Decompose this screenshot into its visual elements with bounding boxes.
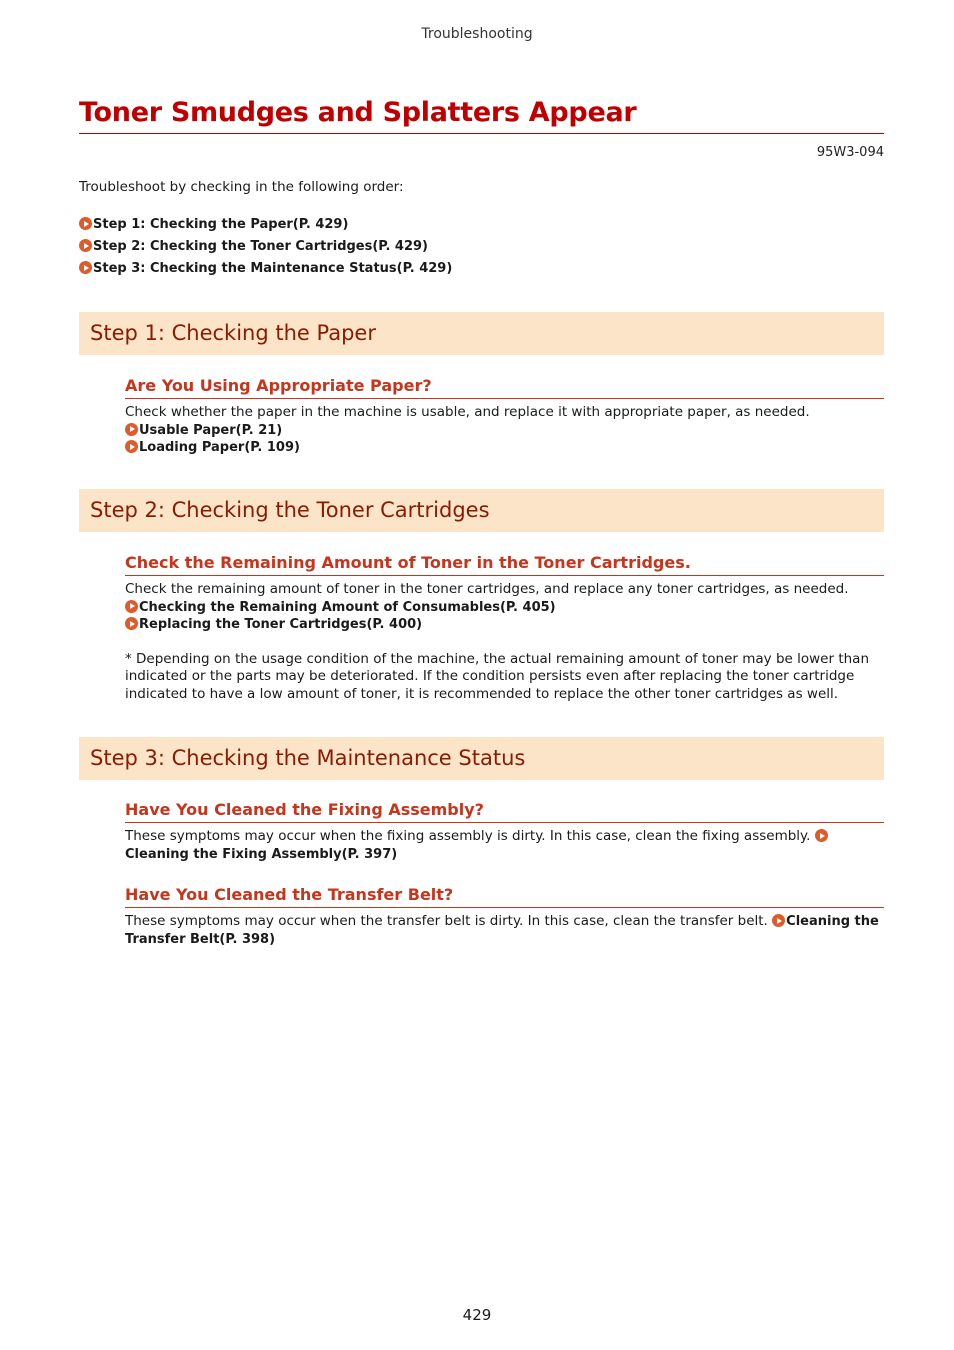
step1-heading: Are You Using Appropriate Paper?: [125, 375, 884, 399]
step2-heading: Check the Remaining Amount of Toner in the Toner Cartridges.: [125, 552, 884, 576]
link-loading-paper[interactable]: Loading Paper(P. 109): [125, 439, 884, 457]
belt-heading: Have You Cleaned the Transfer Belt?: [125, 884, 884, 908]
fixing-text: These symptoms may occur when the fixing assembly is dirty. In this case, clean the fixing assembly. Cleaning the Fixing Assembly(P. 397): [125, 828, 884, 863]
arrow-right-icon: [125, 423, 138, 436]
link-replacing-toner[interactable]: Replacing the Toner Cartridges(P. 400): [125, 616, 884, 634]
running-header: Troubleshooting: [421, 26, 533, 42]
toc-link-step2[interactable]: Step 2: Checking the Toner Cartridges(P. 429): [79, 238, 452, 260]
toc-link-step1[interactable]: Step 1: Checking the Paper(P. 429): [79, 216, 452, 238]
link-cleaning-transfer-belt[interactable]: Cleaning the Transfer Belt(P. 398): [125, 914, 879, 947]
arrow-right-icon: [125, 440, 138, 453]
step3-belt-section: [125, 884, 884, 948]
step3-banner: Step 3: Checking the Maintenance Status: [79, 737, 884, 780]
arrow-right-icon: [79, 239, 92, 252]
arrow-right-icon: [79, 217, 92, 230]
step2-text: Check the remaining amount of toner in the toner cartridges, and replace any toner cartridges, as needed.: [125, 581, 849, 597]
arrow-right-icon: [79, 261, 92, 274]
page-title: Toner Smudges and Splatters Appear: [79, 94, 884, 134]
step1-section: [125, 375, 884, 457]
arrow-right-icon: [815, 829, 828, 842]
step2-note: * Depending on the usage condition of the machine, the actual remaining amount of toner may be lower than indicated or the parts may be deteriorated. If the condition persists even after replacing the toner cartridge indicated to have a low amount of toner, it is recommended to replace the other toner cartridges as well.: [125, 650, 869, 702]
link-usable-paper[interactable]: Usable Paper(P. 21): [125, 422, 884, 440]
intro-text: Troubleshoot by checking in the following order:: [79, 179, 404, 195]
arrow-right-icon: [125, 617, 138, 630]
link-cleaning-fixing-assembly[interactable]: Cleaning the Fixing Assembly(P. 397): [125, 846, 398, 862]
page-number: 429: [462, 1306, 492, 1324]
step-toc: [79, 216, 452, 282]
belt-text: These symptoms may occur when the transfer belt is dirty. In this case, clean the transfer belt. Cleaning the Transfer Belt(P. 398): [125, 913, 879, 947]
arrow-right-icon: [125, 600, 138, 613]
step3-fixing-section: [125, 799, 884, 863]
fixing-heading: Have You Cleaned the Fixing Assembly?: [125, 799, 884, 823]
link-remaining-consumables[interactable]: Checking the Remaining Amount of Consumables(P. 405): [125, 599, 884, 617]
toc-link-step3[interactable]: Step 3: Checking the Maintenance Status(P. 429): [79, 260, 452, 282]
document-id: 95W3-094: [816, 145, 884, 160]
arrow-right-icon: [772, 914, 785, 927]
step1-banner: Step 1: Checking the Paper: [79, 312, 884, 355]
step2-section: [125, 552, 884, 703]
step2-banner: Step 2: Checking the Toner Cartridges: [79, 489, 884, 532]
step1-text: Check whether the paper in the machine is usable, and replace it with appropriate paper, as needed.: [125, 404, 810, 420]
